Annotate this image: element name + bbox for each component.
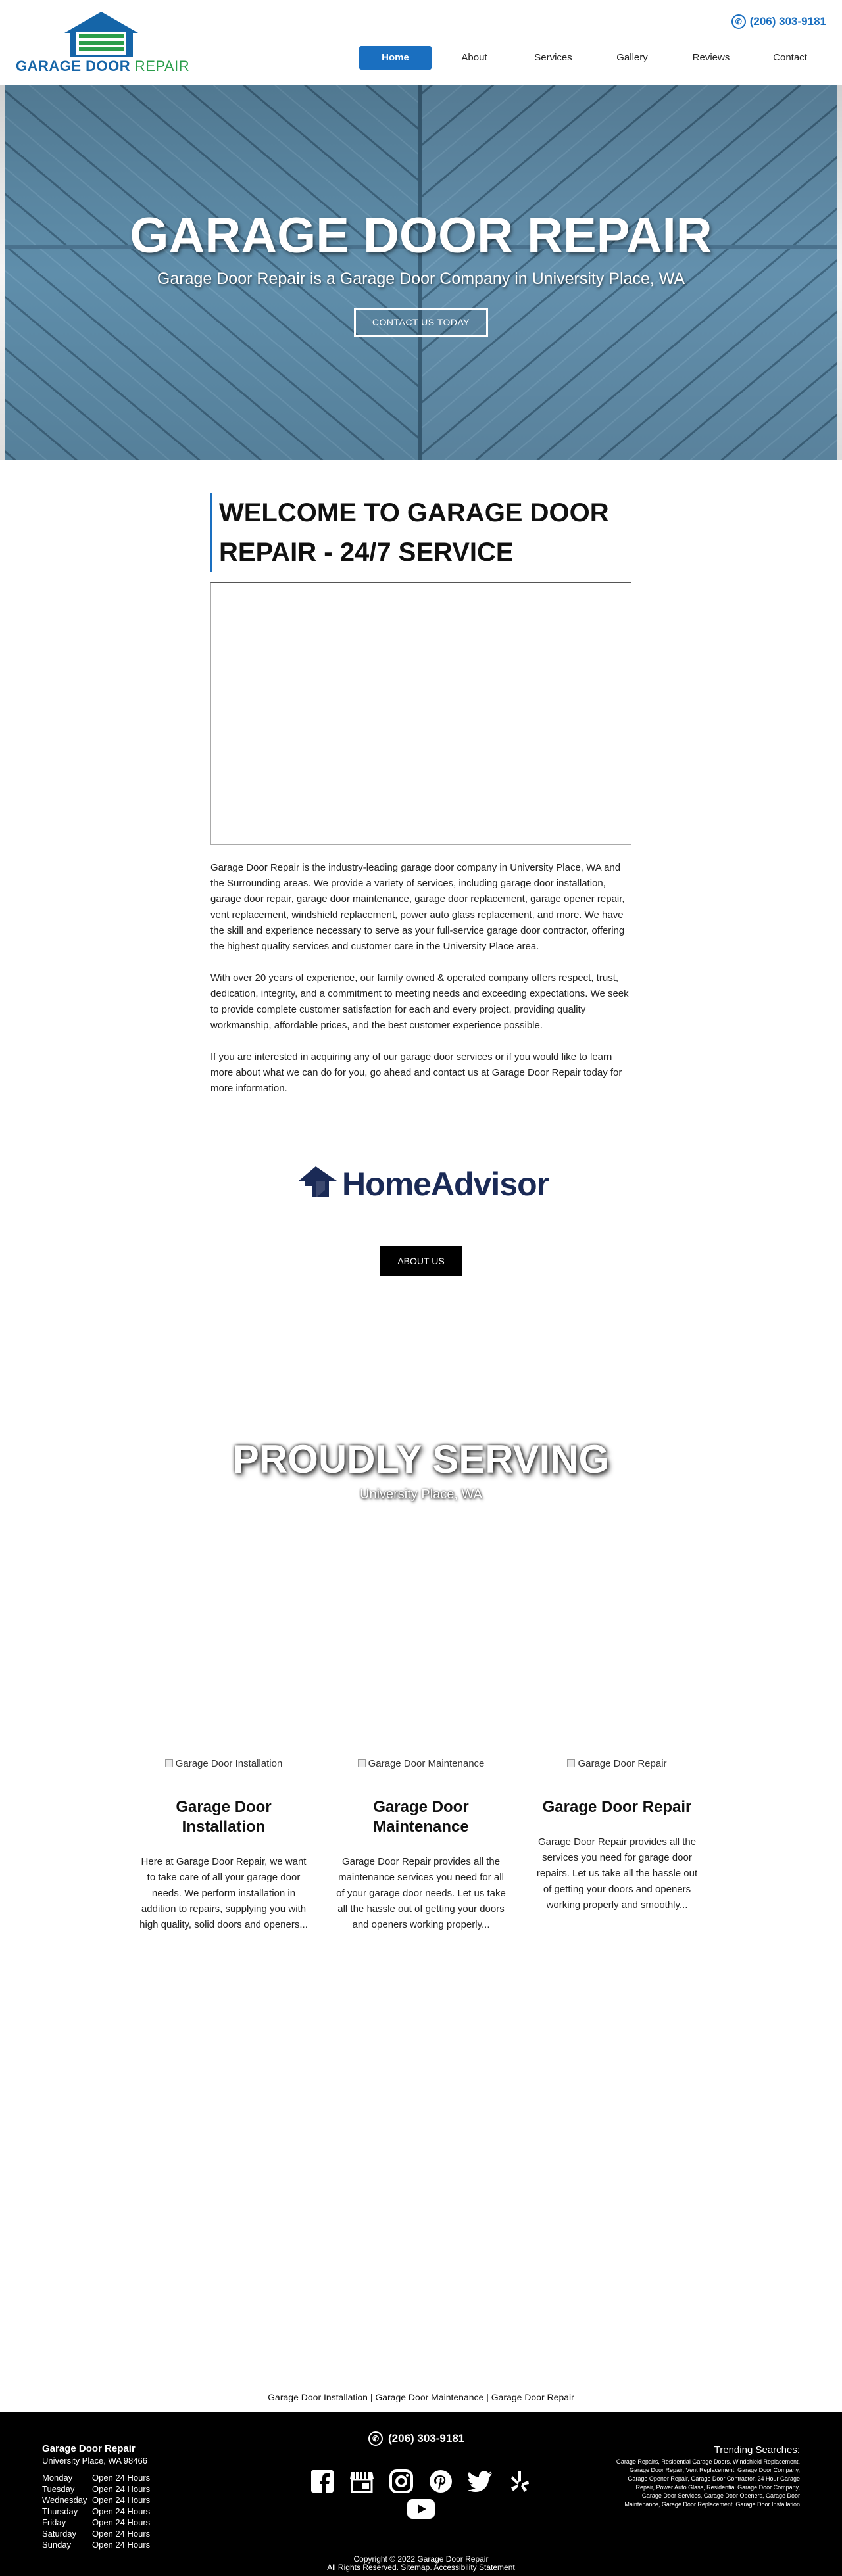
broken-image-icon xyxy=(567,1759,575,1767)
nav-about[interactable]: About xyxy=(461,52,487,63)
trending-title: Trending Searches: xyxy=(714,2445,800,2456)
service-title[interactable]: Garage Door Repair xyxy=(542,1798,692,1816)
homeadvisor-text: HomeAdvisor xyxy=(342,1166,549,1203)
twitter-icon[interactable] xyxy=(467,2468,493,2494)
welcome-paragraph: With over 20 years of experience, our family owned & operated company offers respect, trust, dedication, integrity, and a commitment to meeting needs and exceeding expectations. We seek to provide complete customer satisfaction for each and every project, providing quality workmanship, affordable prices, and the best customer experience possible. xyxy=(210,972,629,1031)
hours-row: Monday Open 24 Hours xyxy=(42,2473,151,2483)
serving-location: University Place, WA xyxy=(360,1487,482,1502)
video-embed[interactable] xyxy=(210,582,632,845)
legal-links[interactable]: All Rights Reserved. Sitemap. Accessibility Statement xyxy=(327,2563,515,2572)
nav-services[interactable]: Services xyxy=(534,52,572,63)
nav-home[interactable]: Home xyxy=(359,46,432,70)
main-nav xyxy=(359,46,826,70)
service-description: Garage Door Repair provides all the maintenance services you need for all of your garage door needs. Let us take all the hassle out of getting your doors and openers working properly... xyxy=(336,1856,506,1930)
hours-row: Saturday Open 24 Hours xyxy=(42,2529,151,2539)
hours-row: Tuesday Open 24 Hours xyxy=(42,2484,151,2494)
trending-searches xyxy=(616,2445,800,2509)
trending-keywords[interactable]: Garage Repairs, Residential Garage Doors, Windshield Replacement, Garage Door Repair, Vent Replacement, Garage Door Company, Garage Opener Repair, Garage Door Contractor, 24 Hour Garage Repair, Power Auto Glass, Residential Garage Door Company, Garage Door Services, Garage Door Openers, Garage Door Maintenance, Garage Door Replacement, Garage Door Installation xyxy=(616,2458,800,2508)
hero-banner xyxy=(0,85,842,460)
welcome-title: WELCOME TO GARAGE DOOR REPAIR - 24/7 SERVICE xyxy=(219,498,609,567)
copyright xyxy=(0,2555,842,2572)
copyright-text: Copyright © 2022 Garage Door Repair xyxy=(353,2554,489,2564)
homeadvisor-badge[interactable] xyxy=(296,1162,549,1203)
hours-row: Friday Open 24 Hours xyxy=(42,2517,151,2527)
nav-reviews[interactable]: Reviews xyxy=(692,52,730,63)
site-header xyxy=(0,0,842,85)
contact-us-button[interactable]: CONTACT US TODAY xyxy=(354,308,488,337)
pinterest-icon[interactable] xyxy=(428,2468,454,2494)
facebook-icon[interactable] xyxy=(309,2468,335,2494)
broken-image-icon xyxy=(358,1759,366,1767)
footer-business-name: Garage Door Repair xyxy=(42,2443,136,2454)
service-title[interactable]: Garage Door Maintenance xyxy=(373,1798,469,1836)
header-phone[interactable] xyxy=(731,14,826,29)
youtube-icon[interactable] xyxy=(407,2498,435,2519)
service-card-installation[interactable] xyxy=(138,1757,309,1933)
service-card-maintenance[interactable] xyxy=(335,1757,507,1933)
welcome-heading-block xyxy=(210,493,632,572)
hours-row: Sunday Open 24 Hours xyxy=(42,2540,151,2550)
service-description: Here at Garage Door Repair, we want to take care of all your garage door needs. We perform installation in addition to repairs, supplying you with high quality, solid doors and openers... xyxy=(139,1856,308,1930)
service-image[interactable]: Garage Door Repair xyxy=(532,1757,703,1770)
serving-title: PROUDLY SERVING xyxy=(232,1437,610,1481)
service-card-repair[interactable] xyxy=(532,1757,703,1913)
nav-gallery[interactable]: Gallery xyxy=(616,52,648,63)
business-hours xyxy=(42,2472,150,2550)
about-us-button[interactable]: ABOUT US xyxy=(380,1246,462,1276)
logo-text: GARAGE DOOR REPAIR xyxy=(16,58,190,74)
site-logo[interactable] xyxy=(16,9,190,78)
garage-logo-icon xyxy=(16,9,187,57)
google-business-icon[interactable] xyxy=(349,2468,375,2494)
broken-image-icon xyxy=(165,1759,173,1767)
hours-row: Thursday Open 24 Hours xyxy=(42,2506,151,2516)
site-footer xyxy=(0,2412,842,2576)
welcome-paragraph: If you are interested in acquiring any of our garage door services or if you would like to learn more about what we can do for you, go ahead and contact us at Garage Door Repair today for more information. xyxy=(210,1051,622,1094)
nav-contact[interactable]: Contact xyxy=(773,52,807,63)
service-image[interactable]: Garage Door Maintenance xyxy=(335,1757,507,1770)
hero-subtitle: Garage Door Repair is a Garage Door Company in University Place, WA xyxy=(157,270,685,288)
footer-phone-number[interactable]: (206) 303-9181 xyxy=(388,2432,465,2445)
service-image[interactable]: Garage Door Installation xyxy=(138,1757,309,1770)
social-links xyxy=(304,2468,538,2494)
service-description: Garage Door Repair provides all the services you need for garage door repairs. Let us take all the hassle out of getting your doors and openers working properly and smoothly... xyxy=(536,1836,698,1911)
yelp-icon[interactable] xyxy=(507,2468,533,2494)
phone-icon: ✆ xyxy=(731,14,746,29)
footer-address: University Place, WA 98466 xyxy=(42,2456,147,2466)
phone-icon: ✆ xyxy=(368,2431,383,2446)
footer-service-links[interactable]: Garage Door Installation | Garage Door Maintenance | Garage Door Repair xyxy=(268,2392,574,2402)
hero-title: GARAGE DOOR REPAIR xyxy=(130,208,712,264)
welcome-body xyxy=(210,860,632,1112)
instagram-icon[interactable] xyxy=(388,2468,414,2494)
footer-phone[interactable] xyxy=(368,2431,474,2446)
welcome-paragraph: Garage Door Repair is the industry-leading garage door company in University Place, WA and the Surrounding areas. We provide a variety of services, including garage door installation, garage door repair, garage door maintenance, garage door replacement, garage opener repair, vent replacement, windshield replacement, power auto glass replacement, and more. We have the skill and experience necessary to serve as your full-service garage door contractor, offering the highest quality services and customer care in the University Place area. xyxy=(210,862,625,952)
homeadvisor-house-icon xyxy=(296,1164,339,1201)
service-title[interactable]: Garage Door Installation xyxy=(176,1798,272,1836)
header-phone-number[interactable]: (206) 303-9181 xyxy=(749,15,826,28)
hours-row: Wednesday Open 24 Hours xyxy=(42,2495,151,2505)
